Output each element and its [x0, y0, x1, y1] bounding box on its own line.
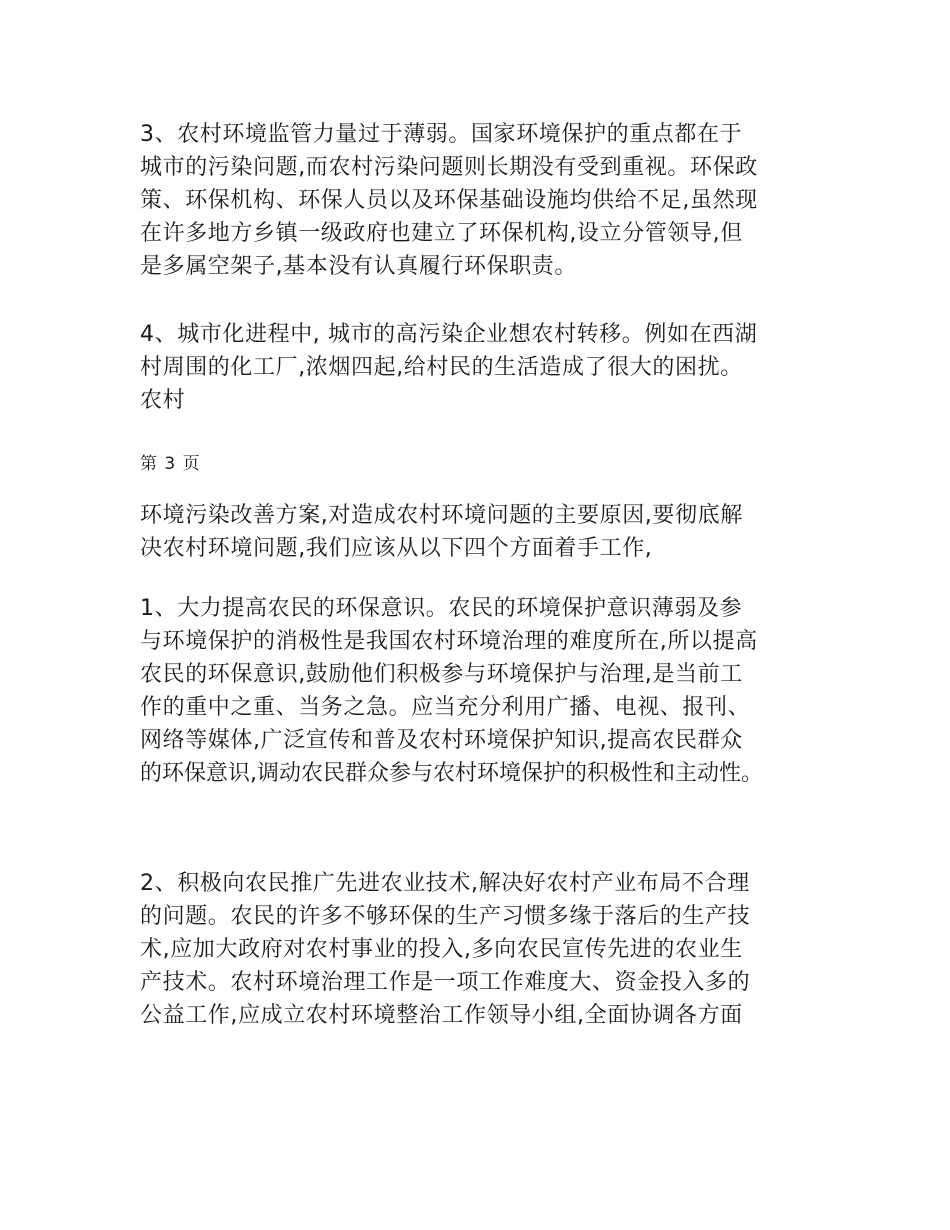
- paragraph-3-line-5: 是多属空架子,基本没有认真履行环保职责。: [140, 254, 577, 279]
- paragraph-3-line-4: 在许多地方乡镇一级政府也建立了环保机构,设立分管领导,但: [140, 221, 743, 246]
- paragraph-3-line-3: 策、环保机构、环保人员以及环保基础设施均供给不足,虽然现: [140, 188, 758, 213]
- item-2-line-4: 产技术。农村环境治理工作是一项工作难度大、资金投入多的: [140, 970, 751, 995]
- item-1-line-4: 作的重中之重、当务之急。应当充分利用广播、电视、报刊、: [140, 695, 751, 720]
- item-2-line-5: 公益工作,应成立农村环境整治工作领导小组,全面协调各方面: [140, 1003, 743, 1028]
- paragraph-4-line-2: 村周围的化工厂,浓烟四起,给村民的生活造成了很大的困扰。: [140, 355, 743, 380]
- item-2-line-2: 的问题。农民的许多不够环保的生产习惯多缘于落后的生产技: [140, 904, 751, 929]
- paragraph-4-line-1: 4、城市化进程中, 城市的高污染企业想农村转移。例如在西湖: [140, 322, 758, 347]
- paragraph-3-line-1: 3、农村环境监管力量过于薄弱。国家环境保护的重点都在于: [140, 122, 743, 147]
- intro-line-2: 决农村环境问题,我们应该从以下四个方面着手工作,: [140, 536, 653, 561]
- paragraph-4-line-3: 农村: [140, 388, 186, 413]
- item-1-line-3: 农民的环保意识,鼓励他们积极参与环境保护与治理,是当前工: [140, 662, 743, 687]
- intro-line-1: 环境污染改善方案,对造成农村环境问题的主要原因,要彻底解: [140, 503, 743, 528]
- item-1-line-5: 网络等媒体,广泛宣传和普及农村环境保护知识,提高农民群众: [140, 728, 743, 753]
- paragraph-3-line-2: 城市的污染问题,而农村污染问题则长期没有受到重视。环保政: [140, 155, 758, 180]
- item-1-line-6: 的环保意识,调动农民群众参与农村环境保护的积极性和主动性。: [140, 761, 763, 786]
- item-1-line-2: 与环境保护的消极性是我国农村环境治理的难度所在,所以提高: [140, 629, 758, 654]
- item-1-line-1: 1、大力提高农民的环保意识。农民的环境保护意识薄弱及参: [140, 596, 743, 621]
- page-number-marker: 第 3 页: [140, 454, 201, 474]
- item-2-line-3: 术,应加大政府对农村事业的投入,多向农民宣传先进的农业生: [140, 937, 743, 962]
- item-2-line-1: 2、积极向农民推广先进农业技术,解决好农村产业布局不合理: [140, 871, 750, 896]
